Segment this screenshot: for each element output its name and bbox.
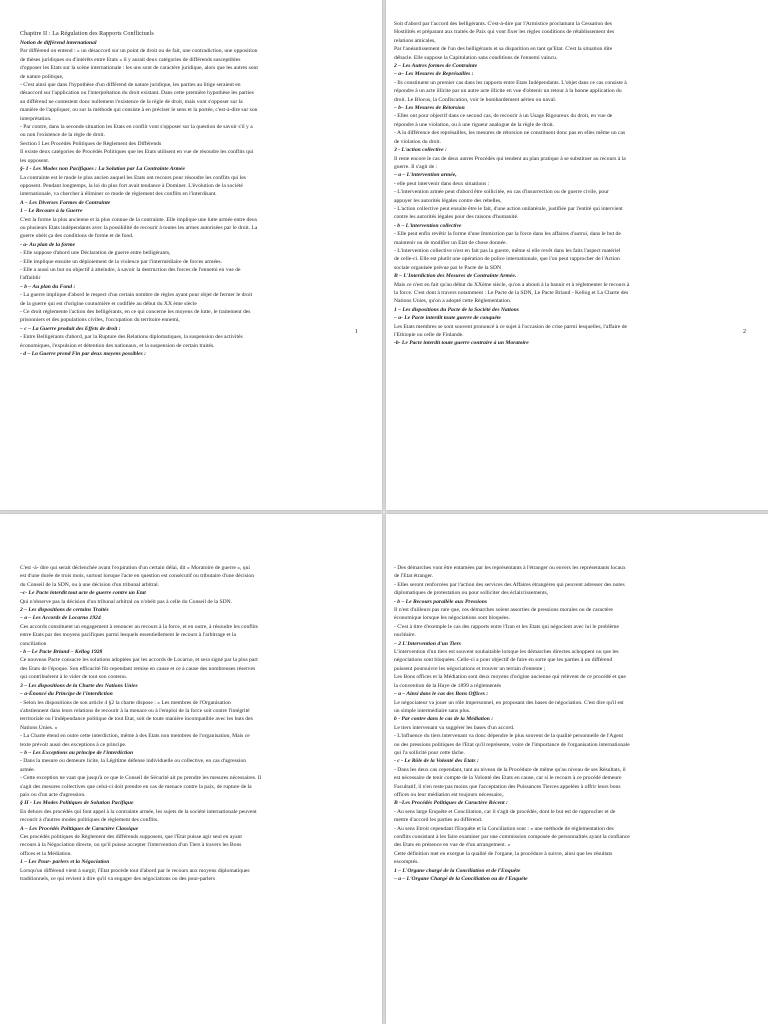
text-line: C'est la forme la plus ancienne et la plus connue de la contrainte. Elle implique une lutte armée entre deux [20,216,258,223]
section-heading: 1 – Les dispositions du Pacte de la Société des Nations [394,306,519,313]
text-line: - Elle suppose d'abord une Déclaration de guerre entre belligérants, [20,250,171,257]
section-heading: - b – L'intervention collective [394,222,462,229]
page-4-text [394,564,748,883]
section-heading: A – Les Procédés Politiques de Caractère Classique [20,825,139,832]
section-heading: § II - Les Modes Politiques de Solution Pacifique [20,800,134,807]
text-line: - L'intervention armée peut d'abord être sollicitée, en cas d'insurrection ou de guerre civile, pour [394,189,609,196]
page-1 [0,0,382,510]
text-line: sociale organisée prévue par le Pacte de la SDN [394,264,502,271]
section-heading: - b – Le Pacte Briand – Kellog 1928 [20,649,103,656]
text-line: l'affaiblir [20,275,41,282]
text-line: recours à la Négociation directe, ou qu'il puisse accepter l'intervention d'un Tiers à travers les Bons [20,842,242,849]
section-heading: – a – L'intervention armée, [394,172,457,179]
section-heading: B – L'Interdiction des Mesures de Contrainte Armée. [394,273,517,280]
text-line: mettre d'accord les parties au différend. [394,817,483,824]
section-heading: - c - Le Rôle de la Volonté des Etats : [394,758,479,765]
section-heading: – b – Les Exceptions au principe de l'interdiction [20,749,134,756]
text-line: du Conseil de la SDN, ou à une décision d'un tribunal arbitral. [20,581,160,588]
text-line: qui l'a sollicité pour cette tâche. [394,749,465,756]
text-line: - Ils constituent un premier cas dans les rapports entre Etats Indépendants. L'objet dans ce cas consiste à [394,79,627,86]
text-line: Les Bons offices et la Médiation sont deux moyens d'origine ancienne qui relèvent de ce procédé et que [394,674,626,681]
text-line: - Elles ont pour objectif dans ce second cas, de recourir à un Usage Rigoureux du droit, en vue de [394,113,613,120]
text-line: relations amicales, [394,37,436,44]
text-line: au différend ne contestent donc nullement l'existence de la règle de droit, mais vont s'opposer sur la [20,98,243,105]
page-3-text [20,564,370,883]
text-line: des Etats en présence en vue de d'un arrangement. » [394,842,511,849]
text-line: - L'action collective peut ensuite être le fait, d'une action unilatérale, justifiée par l'entité qui intervient [394,205,623,212]
section-heading: A – Les Diverses Formes de Contrainte [20,199,111,206]
text-line: Nations Unies, qu'on a adopté cette Réglementation. [394,298,512,305]
text-line: C'est -à- dire qui serait déclenchée avant l'expiration d'un certain délai, dit « Moratoire de guerre », qui [20,565,250,571]
text-line: opposent. Pendant longtemps, la loi du plus fort avait tendance à Dominer. L'évolution de la société [20,182,243,189]
section-heading: 3 – Les dispositions de la Charte des Nations Unies [20,682,138,689]
text-line: armée. [20,766,36,773]
text-line: - Elle implique ensuite un déploiement de la violence par l'intermédiaire de forces armées. [20,258,222,265]
text-line: interprétation. [20,115,52,122]
page-1-text [20,30,370,358]
text-line: - La guerre implique d'abord le respect d'un certain nombre de règles ayant pour objet de fermer le droit [20,292,253,299]
text-line: Il n'est d'ailleurs pas rare que, ces démarches soient assorties de pressions morales ou de caractère [394,607,613,614]
text-line: recourir à d'autres modes politiques de règlement des conflits. [20,817,159,824]
section-heading: 1 – L'Organe chargé de la Conciliation et de l'Enquête [394,867,521,874]
chapter-title: Chapitre II : La Régulation des Rapports Conflictuels [20,31,154,37]
section-heading: -b- Le Pacte interdit toute guerre contraire à un Moratoire [394,340,529,347]
text-line: nucléaire. [394,632,416,639]
text-line: - Par contre, dans la seconde situation les Etats en conflit vont s'opposer sur la question de savoir s'il y a [20,124,253,131]
text-line: Les Etats membres se sont souvent prononcé à ce sujet à l'occasion de crise parmi lesquelles, l'affaire de [394,323,628,330]
text-line: des Etats de l'époque. Son efficacité fût cependant remise en cause et ce à cause des nombreuses réserves [20,665,256,672]
section-heading: – b – Au plan du Fond : [20,283,76,290]
section-heading: – a– Les Mesures de Représailles : [394,71,474,78]
page-2 [386,0,768,510]
section-heading: – 2 L'Intervention d'un Tiers [394,640,461,647]
section-heading: – a – L'Organe Chargé de la Conciliation ou de l'Enquête [394,876,528,883]
text-line: droit. Le Blocus, la Confiscation, voir le bombardement aérien ou naval. [394,96,557,103]
text-line: Par différend on entend : « un désaccord sur un point de droit ou de fait, une contradiction, une opposition [20,48,258,55]
text-line: Le tiers intervenant va suggérer les bases d'un accord. [394,724,515,731]
text-line: - Dans la mesure ou demeure licite, la Légitime défense individuelle ou collective, en cas d'agression [20,758,247,765]
section-heading: – b– Les Mesures de Rétorsion [394,105,465,112]
text-line: Il existe deux catégories de Procédés Politiques que les Etats utilisent en vue de résoudre les conflits qui [20,149,254,156]
text-line: s'abstiennent dans leurs relations de recourir à la menace ou à l'emploi de la force soit contre l'intégrité [20,707,250,714]
text-line: de thèses juridiques ou d'intérêts entre Etats » il y aurait deux catégories de différends susceptibles [20,56,241,63]
text-line: débacle. Elle suppose la Capitulation sans conditions de l'ennemi vaincu. [394,54,558,61]
text-line: - Elle peut enfin revêtir la forme d'une Immixtion par la force dans les affaires d'autrui, dans le but de [394,231,621,238]
page-3 [0,514,382,1024]
text-line: - elle peut intervenir dans deux situations : [394,180,490,187]
text-line: Nations Unies. » [20,724,58,731]
text-line: ou des pressions politiques de l'Etat qu'il représente, voire de l'importance de l'organisation internationale [394,741,630,748]
page-number: 1 [355,329,358,335]
page-2-text [394,20,748,348]
text-line: est nécessaire de tenir compte de la Volonté des Etats en cause, car si le recours à ce procédé demeure [394,775,622,782]
text-line: de l'Etat étranger. [394,573,434,580]
text-line: La contrainte est le mode le plus ancien auquel les Etats ont recours pour résoudre les conflits qui les [20,174,246,181]
text-line: Cette définition met en exergue la qualité de l'organe, la procédure à suivre, ainsi que les résultats [394,850,613,857]
text-line: diplomatiques de protestation ou pour solliciter des éclaircissements, [394,590,549,597]
text-line: puissent poursuivre les négociations et trouver un terrain d'entente ; [394,665,546,672]
text-line: - Au sens Etroit cependant l'Enquête et la Conciliation sont : « une méthode de réglementation des [394,825,614,832]
page-number: 2 [743,329,746,335]
text-line: Qui n'observe pas la décision d'un tribunal arbitral ou n'obéit pas à celle du Conseil de la SDN. [20,598,233,605]
text-line: prisonniers et des populations civiles, l'occupation du territoire ennemi, [20,317,180,324]
section-heading: – a-Énoncé du Principe de l'interdiction [20,691,113,698]
text-line: - A la différence des représailles, les mesures de rétorsion ne constituent donc pas en elles même un cas [394,130,626,137]
section-heading: Notion de différend international [20,40,97,46]
text-line: offices ou leur médiation est toujours nécessaire,. [394,791,505,798]
text-line: - Elle a aussi un but ou objectif à atteindre, à savoir la destruction des forces de l'ennemi en vue de [20,266,241,273]
text-line: escomptés. [394,859,419,866]
text-line: - Cette exception ne vaut que jusqu'à ce que le Conseil de Sécurité ait pu prendre les mesures nécessaires. Il [20,775,262,782]
text-line: internationale, va chercher à éliminer ce mode de règlement des conflits en l'interdisant. [20,191,217,198]
text-line: Section I Les Procédés Politiques de Règlement des Différends [20,140,162,147]
text-line: est d'une durée de trois mois, surtout lorsque l'acte en question est consécutif ou tributaire d'une décision [20,573,255,580]
text-line: conciliation [20,640,47,647]
section-heading: – a – Ainsi dans le cas des Bons Offices : [394,691,489,698]
text-line: - Dans les deux cas cependant, tant au niveau de la Procédure de même qu'au niveau de ses Résultats, il [394,766,626,773]
text-line: d'opposer les Etats sur la scène internationale : les uns sont de caractère juridique, alors que les autres sont [20,65,258,72]
section-heading: 1 – Les Pour- parlers et la Négociation [20,859,110,866]
text-line: l'Ethiopie ou celle de Finlande. [394,332,464,339]
text-line: guerre. Il s'agit de : [394,163,438,170]
text-line: - C'est ainsi que dans l'hypothèse d'un différend de nature juridique, les parties au litige seraient en [20,82,241,89]
text-line: de violation du droit. [394,138,441,145]
text-line: la force. C'est dont à travers notamment : Le Pacte de la SDN, Le Pacte Briand - Kellog et La Charte des [394,290,629,296]
text-line: s'agit des mesures collectives que celui-ci doit prendre en cas de menace contre la paix, de rupture de la [20,783,252,790]
text-line: - La Charte étend en outre cette interdiction, même à des Etats non membres de l'organisation, Mais ce [20,733,250,740]
text-line: texte prévoit aussi des exceptions à ce principe. [20,741,127,748]
text-line: un simple intermédiaire sans plus. [394,707,471,714]
section-heading: 3 - L'action collective : [394,147,447,154]
section-heading: - b – Le Recours parallèle aux Pressions [394,598,488,605]
text-line: Hostilités et préparant aux traités de Paix qui vont fixer les règles conditions de rétablissement des [394,29,615,36]
text-line: Il reste encore le cas de deux autres Procédés qui tendent au plan pratique à se substituer au recours à la [394,155,626,162]
text-line: En dehors des procédés qui font appel à la contrainte armée, les sujets de la société internationale peuvent [20,808,257,815]
text-line: répondre à un acte illicite par un autre acte illicite en vue d'obtenir un retour à la bonne application du [394,88,622,95]
text-line: ou non l'existence de la règle de droit. [20,132,105,139]
text-line: les opposent. [20,157,50,164]
section-heading: - d – La Guerre prend Fin par deux moyens possibles : [20,351,147,358]
text-line: maintenir ou de modifier un Etat de chose donnée. [394,239,507,246]
text-line: - Entre Belligérants d'abord, par la Rupture des Relations diplomatiques, la suspension des activités [20,334,243,341]
text-line: Par l'anéantissement de l'un des belligérants et sa disparition en tant qu'Etat. C'est la situation dite [394,46,613,53]
section-heading: - a- Au plan de la forme [20,241,76,248]
text-line: - Ce droit réglemente l'action des belligérants, en ce qui concerne les moyens de lutte, le traitement des [20,309,251,315]
page-4 [386,514,768,1024]
text-line: contre les autorités légales pour des raisons d'humanité. [394,214,519,221]
section-heading: – a – Les Accords de Locarno 1924 [20,615,101,622]
text-line: conflits consistant à les faire examiner par une commission composée de personnalités ayant la confiance [394,834,630,840]
text-line: - L'influence du tiers intervenant va donc dépendre le plus souvent de la qualité personnelle de l'Agent [394,733,624,740]
text-line: économiques, l'expulsion et détention des nationaux, et la suspension de certain traités. [20,342,215,349]
text-line: qui contribuèrent à le vider de tout son contenu. [20,674,128,681]
section-heading: –c- Le Pacte interdit tout acte de guerre contre un Etat [20,590,146,597]
text-line: traditionnels, ce qui revient à dire qu'il va engager des négociations ou des pour-parlers [20,876,216,883]
text-line: Ces accords constituent un engagement à renoncer au recours à la force, et en outre, à résoudre les conflits [20,623,258,630]
section-heading: §- I - Les Modes non Pacifiques : La Solution par La Contrainte Armée [20,166,185,173]
text-line: - Des démarches vont être entamées par les représentants à l'étranger ou envers les représentants locaux [394,565,626,571]
section-heading: 1 – Le Recours à la Guerre [20,208,83,215]
text-line: L'intervention d'un tiers est souvent souhaitable lorsque les démarches directes achoppent ou que les [394,649,619,656]
text-line: de nature politique, [20,73,64,80]
text-line: Le négociateur va jouer un rôle impersonnel, en proposant des bases de négociation. C'est dire qu'il est [394,699,624,706]
text-line: la convention de la Haye de 1899 a réglementés [394,682,502,689]
text-line: offices et la Médiation. [20,850,72,857]
text-line: répondre à une violation, ou à une rigueur analogue de la règle de droit. [394,121,555,128]
text-line: économique lorsque les négociations sont bloquées. [394,615,510,622]
section-heading: 2 – Les dispositions de certains Traités [20,607,109,614]
section-heading: b - Par contre dans le cas de la Médiation : [394,716,494,723]
text-line: de la guerre qui est d'origine coutumière et codifiée au début du XX ème siècle [20,300,197,307]
section-heading: – a- Le Pacte interdit toute guerre de conquête [394,315,501,322]
text-line: Mais ce n'est en fait qu'au début du XXème siècle, qu'on a abouti à la bannir et à réglementer le recours à [394,281,630,288]
text-line: paix ou d'un acte d'agression. [20,791,86,798]
text-line: désaccord sur l'application ou l'interprétation du droit existant. Dans cette première hypothèse les parties [20,90,254,97]
text-line: appuyer les autorités légales contre des rebelles, [394,197,502,204]
text-line: territoriale ou l'indépendance politique de tout Etat, soit de toute manière incompatible avec les buts des [20,716,253,723]
section-heading: 2 – Les Autres formes de Contrainte [394,63,478,70]
text-line: de celle-ci. Elle est plutôt une opération de police internationale, que l'on peut rapprocher de l'Action [394,256,620,263]
text-line: négociations sont bloquées. Celle-ci a pour objectif de faire en sorte que les parties à un différend [394,657,613,664]
text-line: Ces procédés politiques de Règlement des différends supposent, que l'Etat puisse agir seul en ayant [20,834,242,840]
section-heading: – c – La Guerre produit des Effets de droit : [20,325,121,332]
text-line: - C'est à titre d'exemple le cas des rapports entre l'Iran et les Etats qui négocient avec lui le problème [394,623,619,630]
text-line: Lorsqu'un différend vient à surgir, l'Etat procède tout d'abord par le recours aux moyens diplomatiques [20,867,250,874]
text-line: manière de l'appliquer, ou sur la méthode qui consiste à en préciser le sens et la portée, c'est-à-dire sur son [20,107,258,114]
text-line: - Selon les dispositions de son article 4 §2 la charte dispose : « Les membres de l'Organisation [20,699,231,706]
text-line: - Au sens large Enquête et Conciliation, car il s'agit de procédés, dont le but est de rapprocher et de [394,808,616,815]
text-line: Facultatif, il n'en reste pas moins que l'acceptation des Puissances Tierces appelées à offrir leurs bons [394,783,621,790]
text-line: - Elles seront renforcées par l'action des services des Affaires étrangères qui peuvent adresser des notes [394,581,625,588]
section-heading: B –Les Procédés Politiques de Caractère Récent : [394,800,508,807]
text-line: - L'intervention collective n'est en fait pas la guerre, même si elle revêt dans les faits l'aspect matériel [394,247,621,254]
text-line: ou plusieurs Etats indépendants avec la possibilité de recourir à toutes les armes autorisées par le droit. La [20,224,258,231]
text-line: Ce nouveau Pacte consacre les solutions adoptées par les accords de Locarno, et sera signé par la plus part [20,657,258,664]
text-line: entre Etats par des moyens pacifiques parmi lesquels essentiellement le recours à l'arbitrage et la [20,632,236,639]
text-line: Soit d'abord par l'accord des belligérants. C'est-à-dire par l'Armistice proclamant la Cessation des [394,21,612,27]
text-line: guerre obéit ça des conditions de forme et de fond. [20,233,134,240]
